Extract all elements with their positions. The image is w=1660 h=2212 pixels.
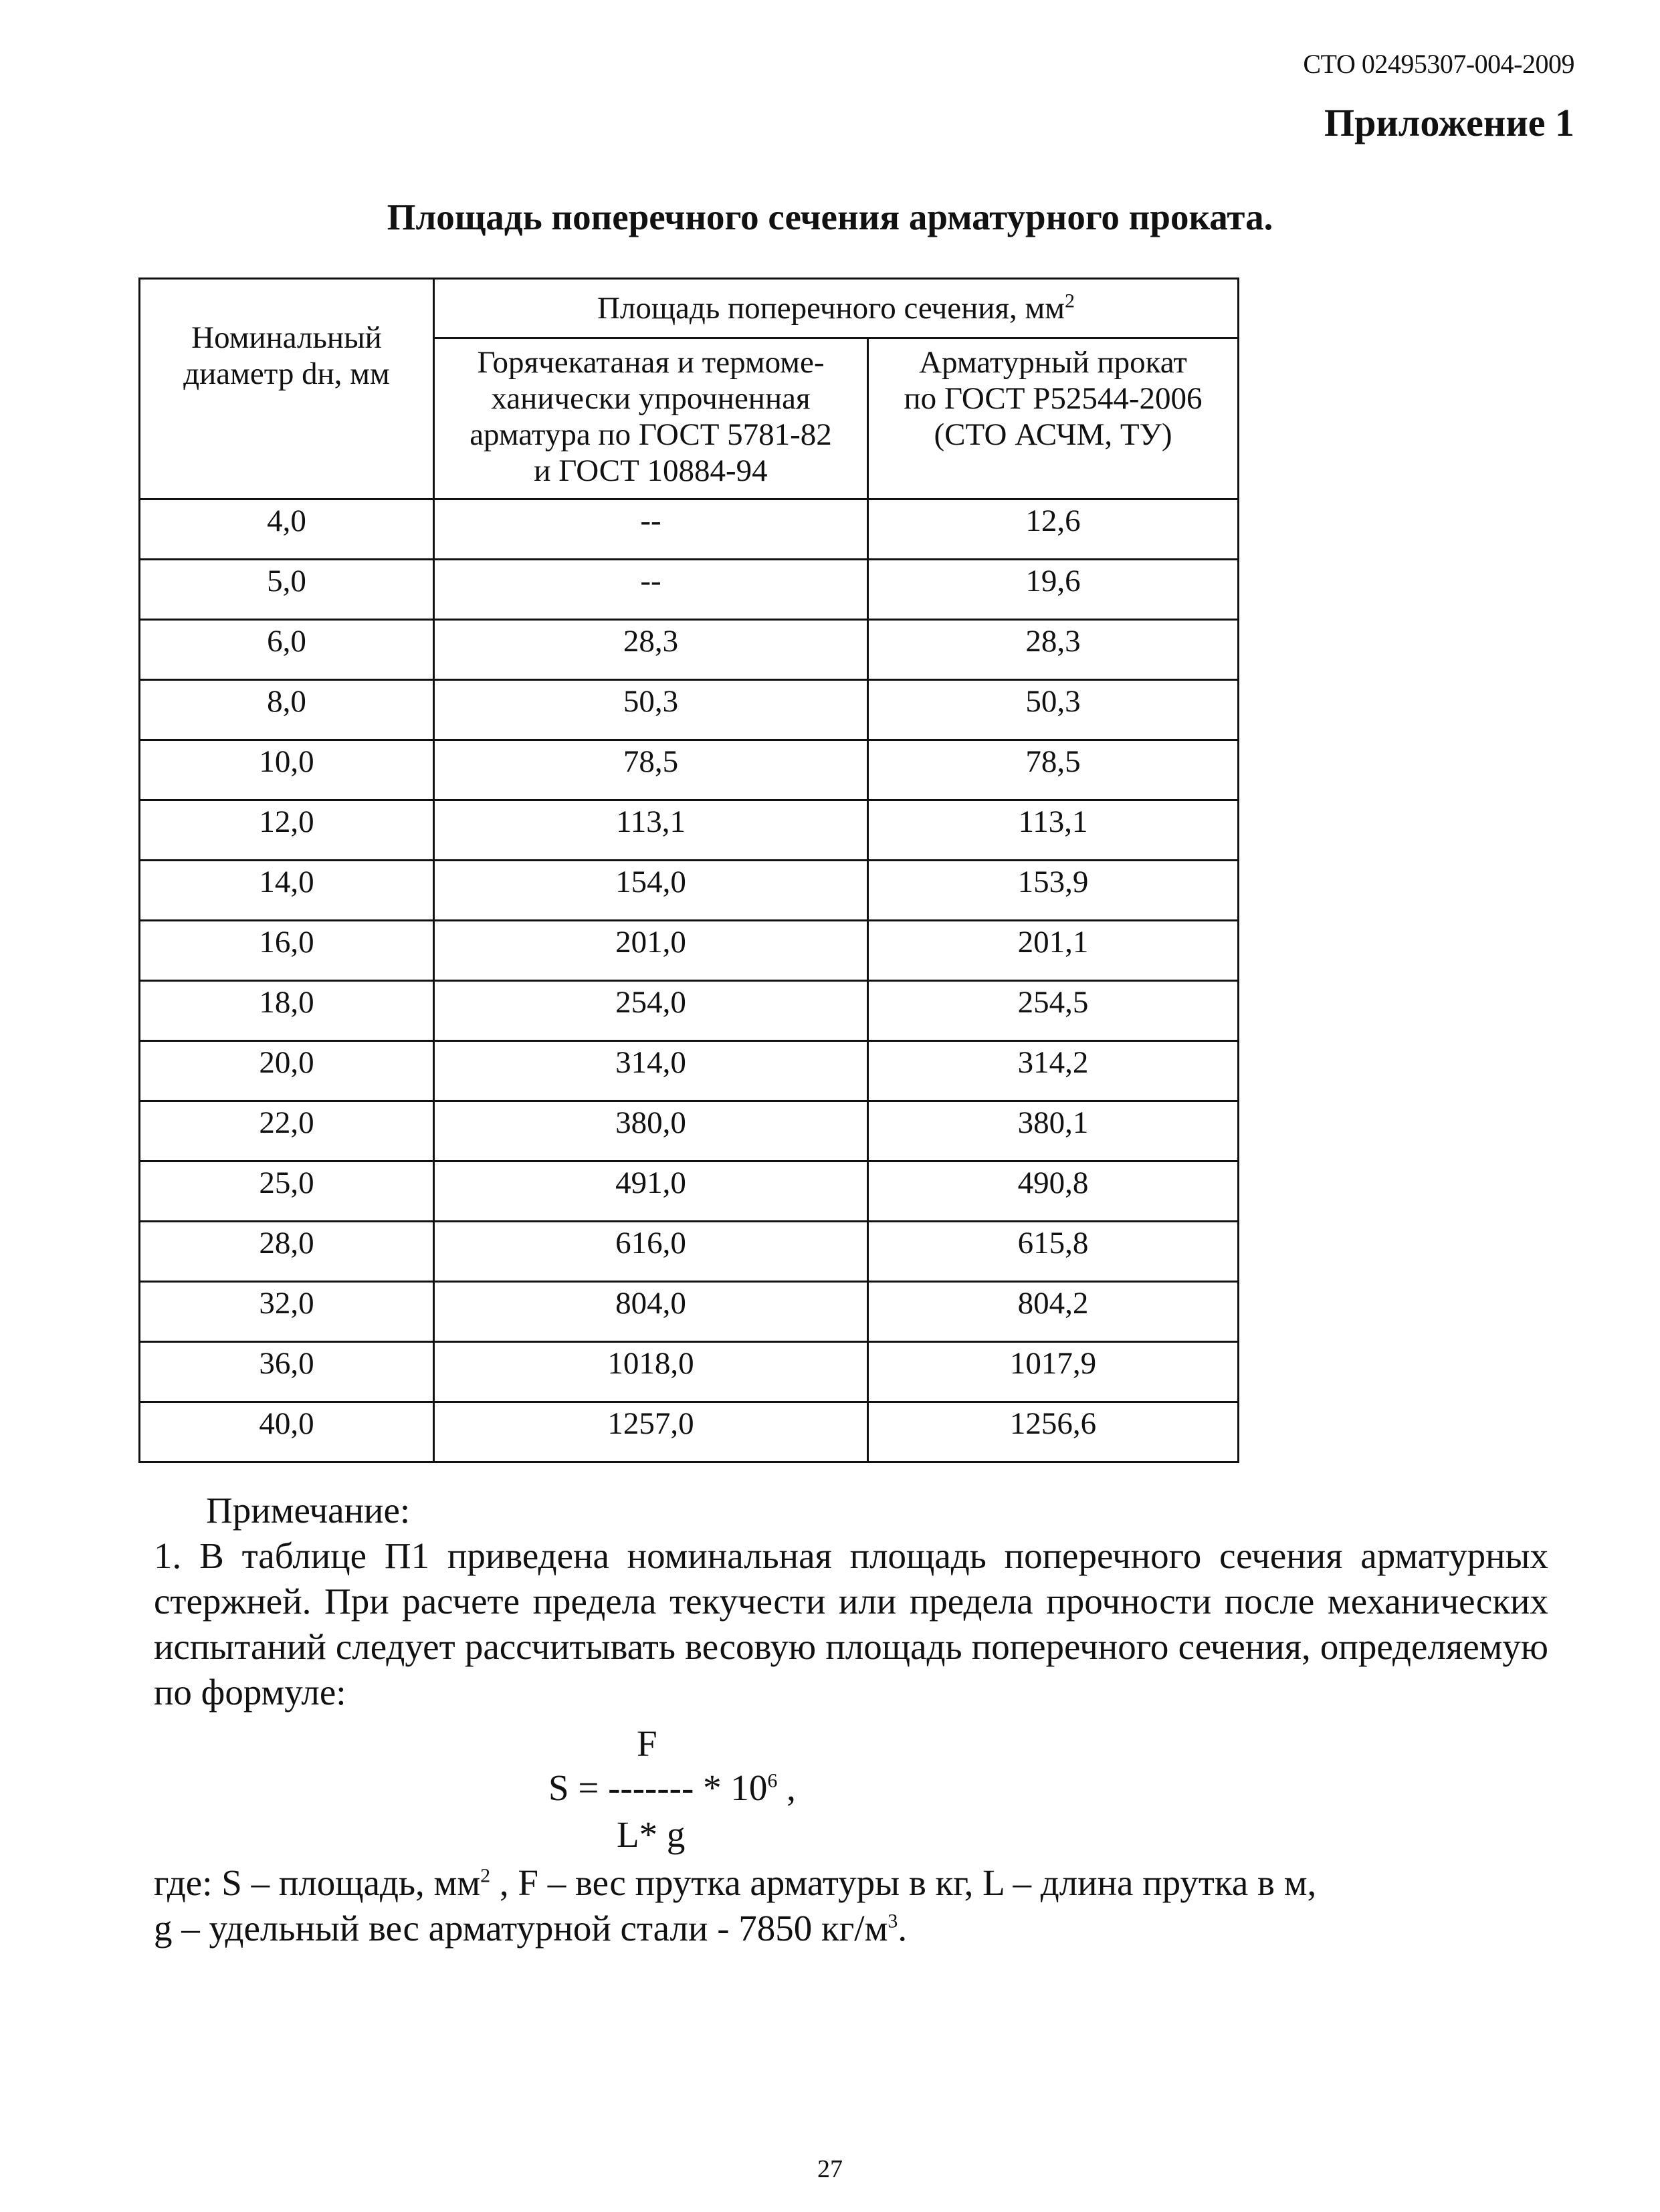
cell-area-hot-rolled: 50,3 [434,680,868,740]
cell-diameter: 36,0 [140,1342,434,1402]
cell-area-hot-rolled: 201,0 [434,921,868,981]
cell-area-gost-r: 380,1 [868,1101,1239,1162]
cell-area-hot-rolled: 380,0 [434,1101,868,1162]
formula-main-line: S = ------- * $10^6$ , [548,1767,796,1808]
cell-area-hot-rolled: 1018,0 [434,1342,868,1402]
formula-denominator: L* g [617,1814,686,1855]
table-row [140,1041,1239,1101]
table-row [140,981,1239,1041]
cell-area-hot-rolled: 1257,0 [434,1402,868,1462]
note-text: 1. В таблице П1 приведена номинальная площадь поперечного сечения арматурных стержней. При расчете предела текучести или предела прочности после механических испытаний следует рассчитывать весовую площадь поперечного сечения, определяемую по формуле: [154,1535,1548,1712]
header-hot-rolled: Горячекатаная и термоме- ханически упрочненная арматура по ГОСТ 5781-82 и ГОСТ 10884-94 [434,338,868,500]
cell-area-gost-r: 314,2 [868,1041,1239,1101]
cell-area-gost-r: 12,6 [868,500,1239,560]
header-gost-r: Арматурный прокат по ГОСТ Р52544-2006 (СТО АСЧМ, ТУ) [868,338,1239,500]
page-number: 27 [817,2155,843,2183]
cell-area-hot-rolled: -- [434,500,868,560]
cell-area-hot-rolled: 491,0 [434,1162,868,1222]
cell-area-hot-rolled: -- [434,560,868,620]
table-row [140,1342,1239,1402]
cell-diameter: 6,0 [140,620,434,680]
cell-diameter: 32,0 [140,1282,434,1342]
cell-area-hot-rolled: 154,0 [434,861,868,921]
table-title: Площадь поперечного сечения арматурного проката. [387,197,1273,237]
table-row [140,680,1239,740]
cell-area-gost-r: 201,1 [868,921,1239,981]
note-heading: Примечание: [206,1490,411,1531]
table-row [140,620,1239,680]
cell-area-gost-r: 28,3 [868,620,1239,680]
cell-diameter: 5,0 [140,560,434,620]
cell-area-gost-r: 490,8 [868,1162,1239,1222]
table-row [140,1162,1239,1222]
table-row [140,1222,1239,1282]
table-row [140,1282,1239,1342]
cell-diameter: 22,0 [140,1101,434,1162]
cell-area-hot-rolled: 78,5 [434,740,868,800]
cell-area-hot-rolled: 113,1 [434,800,868,861]
cell-diameter: 12,0 [140,800,434,861]
header-cross-section-area: Площадь поперечного сечения, $мм^2$ [434,279,1239,338]
table-row [140,921,1239,981]
legend-line-1: где: S – площадь, $мм^2$ , F – вес прутка арматуры в кг, L – длина прутка в м, [154,1862,1317,1903]
cell-diameter: 10,0 [140,740,434,800]
cell-area-hot-rolled: 254,0 [434,981,868,1041]
cell-area-gost-r: 113,1 [868,800,1239,861]
cell-diameter: 40,0 [140,1402,434,1462]
header-nominal-diameter: Номинальный диаметр dн, мм [140,279,434,500]
note-block [154,1488,1548,1715]
cell-area-gost-r: 254,5 [868,981,1239,1041]
table-row [140,740,1239,800]
cell-diameter: 25,0 [140,1162,434,1222]
formula-legend [154,1860,1548,1951]
cell-diameter: 28,0 [140,1222,434,1282]
cell-diameter: 14,0 [140,861,434,921]
cell-area-gost-r: 19,6 [868,560,1239,620]
table-row [140,1402,1239,1462]
cell-diameter: 16,0 [140,921,434,981]
table-row [140,1101,1239,1162]
cell-diameter: 18,0 [140,981,434,1041]
table-row [140,800,1239,861]
cell-diameter: 8,0 [140,680,434,740]
cell-diameter: 4,0 [140,500,434,560]
cell-area-hot-rolled: 616,0 [434,1222,868,1282]
cell-area-gost-r: 153,9 [868,861,1239,921]
cell-area-hot-rolled: 804,0 [434,1282,868,1342]
table-row [140,500,1239,560]
formula-numerator: F [637,1723,657,1764]
cell-area-gost-r: 50,3 [868,680,1239,740]
cell-area-hot-rolled: 314,0 [434,1041,868,1101]
rebar-area-table [138,278,1239,1463]
legend-line-2: g – удельный вес арматурной стали - 7850 $кг/м^3$. [154,1908,908,1949]
document-code: СТО 02495307-004-2009 [1303,49,1574,79]
cell-area-gost-r: 615,8 [868,1222,1239,1282]
table-row [140,560,1239,620]
table-row [140,861,1239,921]
cell-area-gost-r: 1017,9 [868,1342,1239,1402]
cell-area-hot-rolled: 28,3 [434,620,868,680]
cell-area-gost-r: 804,2 [868,1282,1239,1342]
cell-area-gost-r: 1256,6 [868,1402,1239,1462]
cell-diameter: 20,0 [140,1041,434,1101]
appendix-label: Приложение 1 [1324,101,1574,144]
cell-area-gost-r: 78,5 [868,740,1239,800]
